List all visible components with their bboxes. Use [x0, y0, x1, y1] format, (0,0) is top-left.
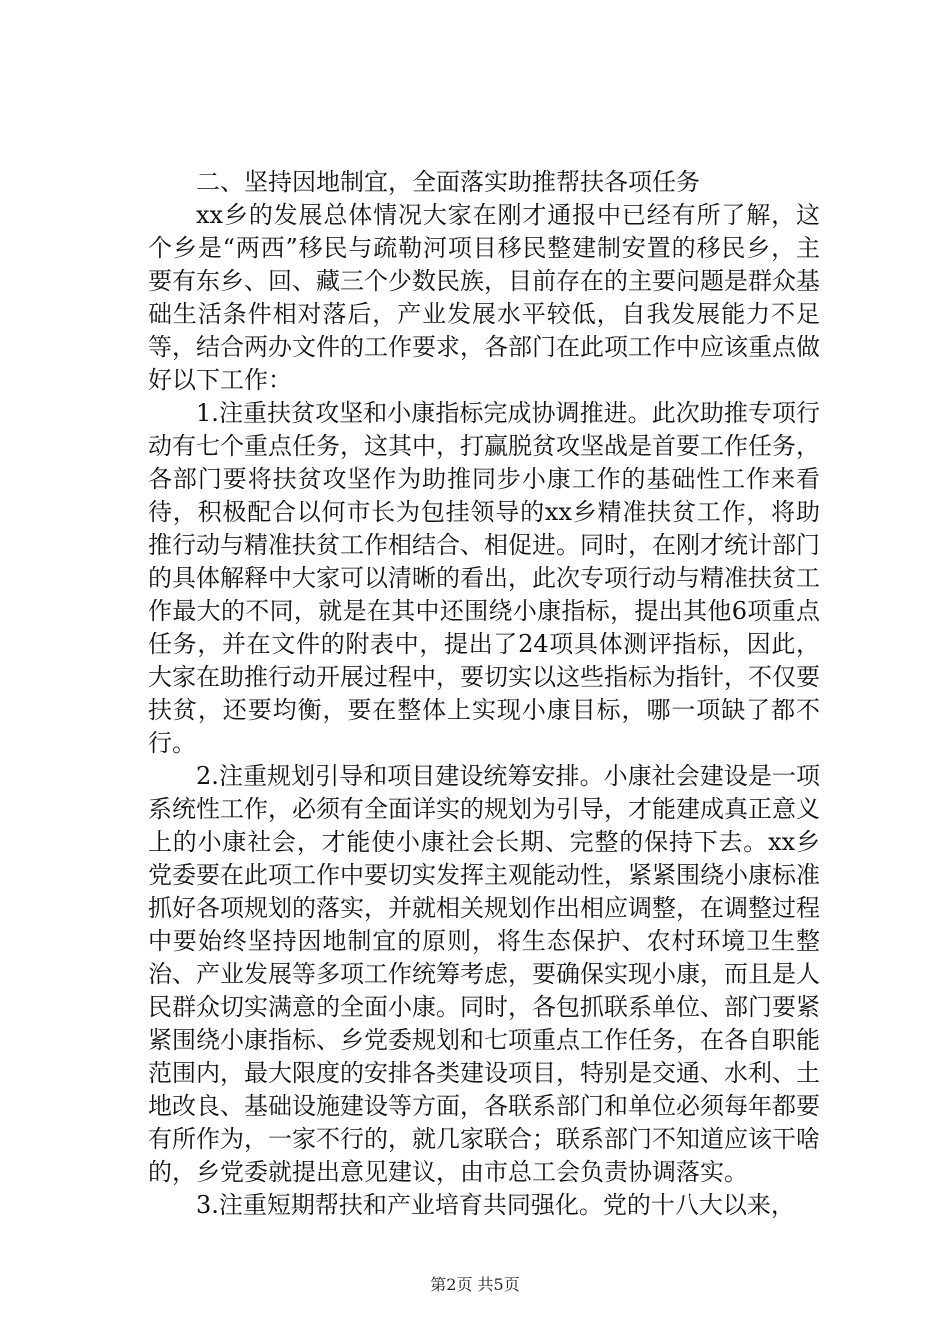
section-heading: 二、坚持因地制宜，全面落实助推帮扶各项任务: [196, 168, 700, 196]
body-paragraph: 2.注重规划引导和项目建设统筹安排。小康社会建设是一项系统性工作，必须有全面详实的规划为引导，才能建成真正意义上的小康社会，才能使小康社会长期、完整的保持下去。xx乡党委要在此项工作中要切实发挥主观能动性，紧紧围绕小康标准抓好各项规划的落实，并就相关规划作出相应调整，在调整过程中要始终坚持因地制宜的原则，将生态保护、农村环境卫生整治、产业发展等多项工作统筹考虑，要确保实现小康，而且是人民群众切实满意的全面小康。同时，各包抓联系单位、部门要紧紧围绕小康指标、乡党委规划和七项重点工作任务，在各自职能范围内，最大限度的安排各类建设项目，特别是交通、水利、土地改良、基础设施建设等方面，各联系部门和单位必须每年都要有所作为，一家不行的，就几家联合；联系部门不知道应该干啥的，乡党委就提出意见建议，由市总工会负责协调落实。: [148, 762, 820, 1186]
document-body: [148, 166, 820, 1222]
page-number-footer: 第2页 共5页: [430, 1275, 520, 1294]
body-paragraph: 1.注重扶贫攻坚和小康指标完成协调推进。此次助推专项行动有七个重点任务，这其中，打赢脱贫攻坚战是首要工作任务，各部门要将扶贫攻坚作为助推同步小康工作的基础性工作来看待，积极配合以何市长为包挂领导的xx乡精准扶贫工作，将助推行动与精准扶贫工作相结合、相促进。同时，在刚才统计部门的具体解释中大家可以清晰的看出，此次专项行动与精准扶贫工作最大的不同，就是在其中还围绕小康指标，提出其他6项重点任务，并在文件的附表中，提出了24项具体测评指标，因此，大家在助推行动开展过程中，要切实以这些指标为指针，不仅要扶贫，还要均衡，要在整体上实现小康目标，哪一项缺了都不行。: [148, 399, 820, 757]
body-paragraph: 3.注重短期帮扶和产业培育共同强化。党的十八大以来，: [196, 1191, 795, 1219]
body-paragraph: xx乡的发展总体情况大家在刚才通报中已经有所了解，这个乡是“两西”移民与疏勒河项目移民整建制安置的移民乡，主要有东乡、回、藏三个少数民族，目前存在的主要问题是群众基础生活条件相对落后，产业发展水平较低，自我发展能力不足等，结合两办文件的工作要求，各部门在此项工作中应该重点做好以下工作：: [148, 201, 820, 394]
